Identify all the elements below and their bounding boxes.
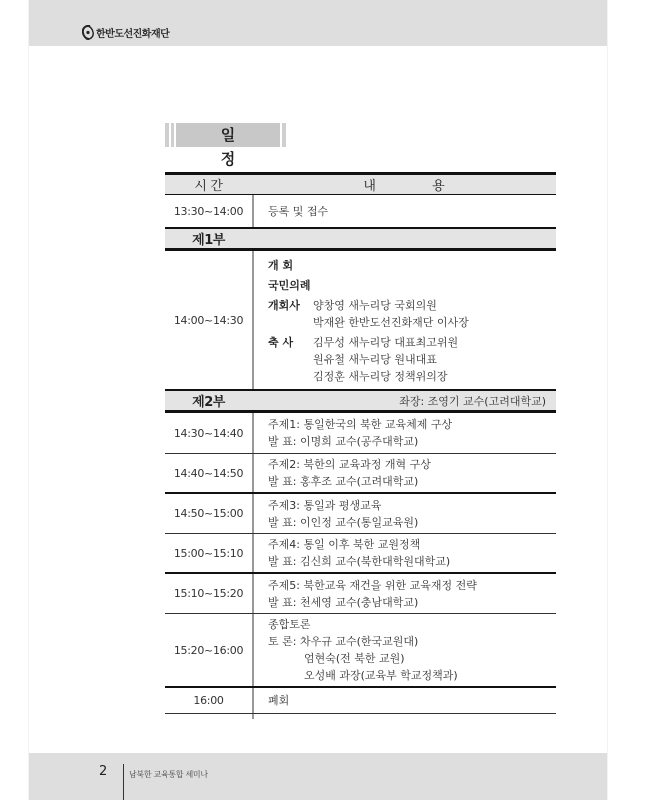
org-name: 한반도선진화재단	[96, 29, 170, 40]
speaker: 원유철 새누리당 원내대표	[313, 353, 437, 366]
content-cell	[252, 494, 556, 533]
speaker: 김정훈 새누리당 정책위의장	[313, 370, 448, 383]
content-cell	[252, 534, 556, 572]
opening-speech-label: 개회사	[268, 299, 300, 312]
footer-doc-title: 남북한 교육통합 세미나	[129, 770, 208, 779]
panel-label: 토 론:	[268, 635, 297, 648]
discussion-title: 종합토론	[268, 618, 311, 631]
opening-item: 개 회	[268, 259, 294, 272]
table-row-registration	[165, 195, 556, 227]
table-row-closing	[165, 688, 556, 714]
time-cell: 14:30~14:40	[173, 426, 244, 440]
session-presenter: 발 표: 천세영 교수(충남대학교)	[268, 595, 419, 609]
closing-text: 폐회	[268, 694, 290, 707]
panelist: 오성배 과장(교육부 학교정책과)	[304, 669, 458, 682]
time-cell: 15:20~16:00	[173, 643, 244, 657]
time-cell: 13:30~14:00	[173, 204, 244, 218]
table-row-session	[165, 454, 556, 494]
part1-chair-empty	[252, 229, 556, 248]
footer-band	[29, 753, 607, 800]
content-cell	[252, 688, 556, 713]
session-presenter: 발 표: 김신희 교수(북한대학원대학교)	[268, 555, 451, 568]
session-presenter: 발 표: 이인정 교수(통일교육원)	[268, 515, 419, 529]
part1-label: 제1부	[192, 233, 225, 248]
speaker: 박재완 한반도선진화재단 이사장	[313, 316, 469, 329]
table-row-session	[165, 574, 556, 614]
congrats-line	[268, 334, 556, 351]
title-bar-decoration	[282, 123, 286, 147]
time-cell: 15:10~15:20	[173, 587, 244, 600]
content-cell	[252, 574, 556, 613]
session-presenter: 발 표: 이명희 교수(공주대학교)	[268, 435, 419, 448]
time-cell: 14:40~14:50	[173, 466, 244, 480]
session-presenter: 발 표: 홍후조 교수(고려대학교)	[268, 475, 419, 488]
table-row-session	[165, 413, 556, 454]
header-time: 시 간	[194, 179, 223, 194]
part2-header	[165, 389, 556, 413]
content-cell	[252, 251, 556, 389]
section-title	[165, 123, 290, 168]
session-topic: 주제5: 북한교육 재건을 위한 교육재정 전략	[268, 578, 477, 592]
opening-speech-line	[268, 297, 556, 314]
time-cell: 16:00	[193, 694, 224, 707]
panel-line	[268, 633, 556, 650]
table-row-session	[165, 534, 556, 574]
footer-rule	[123, 764, 124, 800]
ceremony-item: 국민의례	[268, 279, 311, 292]
title-bar-decoration	[165, 123, 169, 147]
session-topic: 주제4: 통일 이후 북한 교원정책	[268, 538, 421, 551]
title-bar-decoration	[171, 123, 174, 147]
time-cell: 14:00~14:30	[173, 313, 244, 327]
page-number: 2	[99, 764, 108, 779]
content-cell	[252, 413, 556, 453]
part2-label: 제2부	[192, 395, 225, 410]
content-cell	[252, 195, 556, 227]
schedule-table	[165, 172, 556, 714]
session-topic: 주제3: 통일과 평생교육	[268, 498, 382, 512]
time-cell: 15:00~15:10	[173, 546, 244, 560]
panelist: 엄현숙(전 북한 교원)	[304, 652, 405, 665]
table-header-row	[165, 172, 556, 195]
session-topic: 주제1: 통일한국의 북한 교육체제 구상	[268, 418, 453, 431]
table-row-part1	[165, 251, 556, 389]
congrats-label: 축 사	[268, 336, 294, 349]
panelist: 차우규 교수(한국교원대)	[299, 635, 419, 648]
table-row-discussion	[165, 614, 556, 688]
part2-chair: 좌장: 조영기 교수(고려대학교)	[399, 394, 546, 408]
speaker: 양창영 새누리당 국회의원	[313, 299, 437, 312]
header-logo	[82, 25, 169, 40]
time-cell: 14:50~15:00	[173, 507, 244, 520]
session-topic: 주제2: 북한의 교육과정 개혁 구상	[268, 458, 431, 471]
header-content: 내 용	[363, 179, 471, 194]
schedule-heading: 일 정	[176, 123, 280, 147]
table-row-session	[165, 494, 556, 534]
content-cell	[252, 614, 556, 686]
part1-header	[165, 227, 556, 251]
content-cell	[252, 454, 556, 492]
speaker: 김무성 새누리당 대표최고위원	[313, 336, 459, 349]
foundation-logo-icon	[82, 25, 94, 40]
registration-text: 등록 및 접수	[268, 204, 329, 218]
